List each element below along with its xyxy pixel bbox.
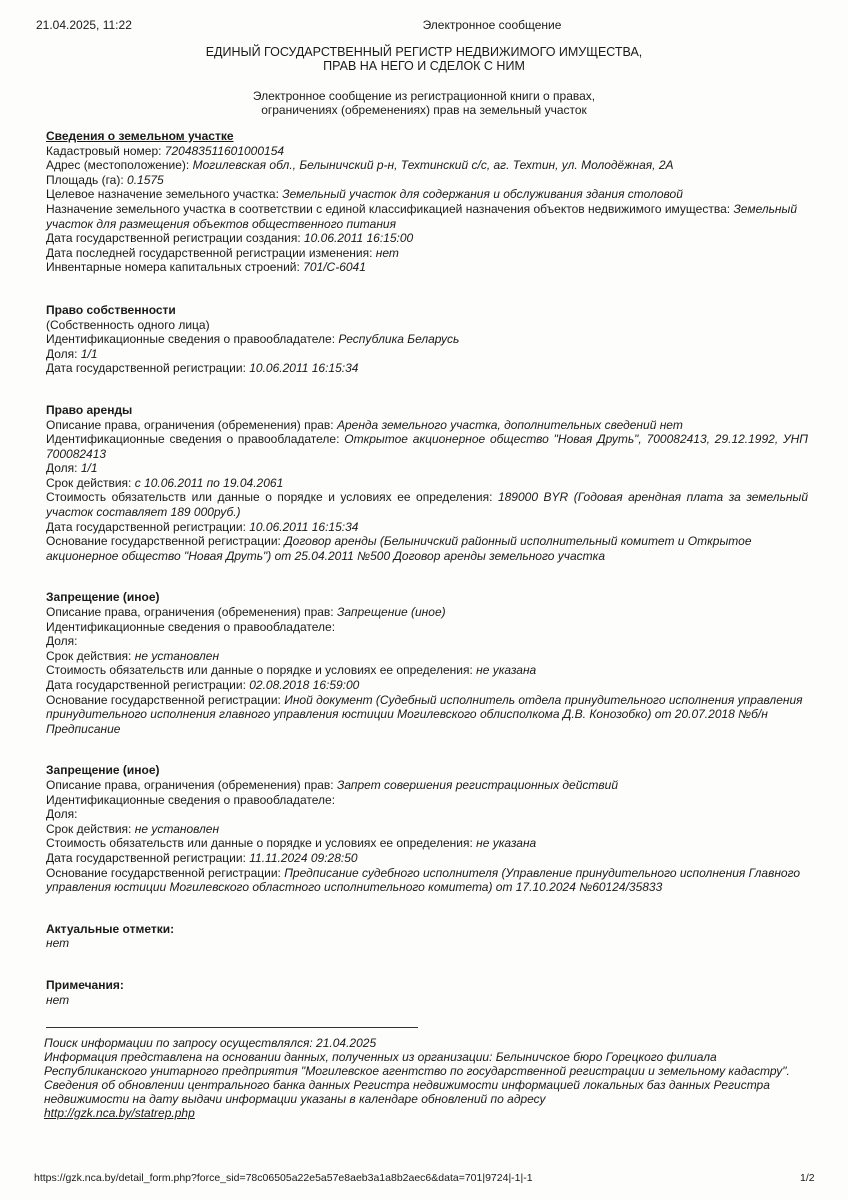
print-doc-type: Электронное сообщение (422, 18, 562, 32)
prohibition-1-desc-value: Запрещение (иное) (336, 605, 446, 620)
footer-update: Сведения об обновлении центрального банка данных Регистра недвижимости информацией локальных баз данных Регистра недвижимости на дату выдачи информации указаны в календаре обновлений по адресу (44, 1078, 770, 1106)
lease-holder-value: Открытое акционерное общество "Новая Друть", 700082413, 29.12.1992, УНП 700082413 (46, 432, 808, 461)
lease-basis-value: Договор аренды (Белыничский районный исполнительный комитет и Открытое акционерное общество "Новая Друть") от 25.04.2011 №500 Договор аренды земельного участка (46, 534, 752, 563)
message-subtitle (0, 89, 848, 117)
notes-section (46, 978, 808, 1007)
lease-date-row (46, 520, 808, 535)
lease-holder-row (46, 432, 808, 461)
land-plot-heading: Сведения о земельном участке (46, 129, 234, 143)
purpose-label: Целевое назначение земельного участка: (46, 187, 279, 202)
prohibition-1-basis-value: Иной документ (Судебный исполнитель отдела принудительного исполнения управления принудительного исполнения главного управления юстиции Могилевского облисполкома Д.В. Конозобко) от 20.07.2018 №б/н Предписание (46, 692, 803, 736)
lease-term-value: с 10.06.2011 по 19.04.2061 (134, 475, 284, 490)
prohibition-2-term-value: не установлен (134, 821, 220, 836)
creation-date-label: Дата государственной регистрации создания: (46, 231, 301, 246)
prohibition-1-basis-row (46, 693, 808, 737)
cadastral-number-label: Кадастровый номер: (46, 143, 162, 158)
ownership-share-value: 1/1 (80, 346, 98, 361)
prohibition-1-desc-label: Описание права, ограничения (обременения) прав: (46, 605, 334, 620)
land-plot-section (46, 129, 808, 275)
area-value: 0.1575 (127, 172, 164, 187)
footer-divider (46, 1027, 418, 1028)
prohibition-2-desc-row (46, 778, 808, 793)
prohibition-section-2 (46, 763, 808, 894)
page-number: 1/2 (800, 1172, 815, 1184)
inventory-row (46, 260, 808, 275)
prohibition-1-date-label: Дата государственной регистрации: (46, 678, 246, 692)
purpose-value: Земельный участок для содержания и обслуживания здания столовой (282, 187, 683, 202)
ownership-heading: Право собственности (46, 302, 176, 317)
prohibition-section-1 (46, 590, 808, 736)
prohibition-1-desc-row (46, 605, 808, 620)
cadastral-number-value: 720483511601000154 (164, 143, 285, 158)
prohibition-1-term-row (46, 649, 808, 664)
prohibition-2-term-row (46, 822, 808, 837)
lease-share-value: 1/1 (80, 461, 98, 476)
notes-value: нет (46, 992, 70, 1007)
ownership-holder-value: Республика Беларусь (338, 332, 460, 347)
lease-date-value: 10.06.2011 16:15:34 (249, 519, 359, 534)
page-url: https://gzk.nca.by/detail_form.php?force_sid=78c06505a22e5a57e8aeb3a1a8b2aec6&data=701|9724|-1|-1 (34, 1172, 533, 1184)
area-row (46, 173, 808, 188)
prohibition-2-heading: Запрещение (иное) (46, 763, 160, 778)
current-marks-section (46, 922, 808, 951)
notes-heading: Примечания: (46, 977, 124, 992)
print-datetime: 21.04.2025, 11:22 (36, 18, 132, 32)
ownership-kind: (Собственность одного лица) (46, 317, 210, 332)
prohibition-1-cost-value: не указана (476, 663, 537, 678)
lease-basis-row (46, 534, 808, 563)
message-subtitle-line2: ограничениях (обременениях) прав на земельный участок (261, 103, 587, 117)
cadastral-number-row (46, 144, 808, 159)
lease-share-row (46, 461, 808, 476)
lease-cost-value: 189000 BYR (Годовая арендная плата за земельный участок составляет 189 000руб.) (46, 490, 808, 520)
creation-date-row (46, 231, 808, 246)
change-date-value: нет (375, 245, 399, 260)
area-label: Площадь (га): (46, 172, 124, 187)
prohibition-2-basis-row (46, 866, 808, 895)
lease-desc-row (46, 418, 808, 433)
prohibition-2-date-label: Дата государственной регистрации: (46, 850, 246, 865)
classification-row (46, 202, 808, 231)
footer-source: Информация представлена на основании данных, полученных из организации: Белыничское бюро Горецкого филиала Республиканского унитарного предприятия "Могилевское агентство по государственной регистрации и земельному кадастру". (44, 1050, 790, 1078)
current-marks-value: нет (46, 936, 70, 951)
lease-heading: Право аренды (46, 402, 133, 417)
ownership-holder-row (46, 332, 808, 347)
prohibition-2-cost-row (46, 836, 808, 851)
lease-cost-row (46, 490, 808, 519)
prohibition-1-date-row (46, 678, 808, 693)
lease-holder-label: Идентификационные сведения о правообладателе: (46, 432, 340, 447)
prohibition-2-cost-label: Стоимость обязательств или данные о порядке и условиях ее определения: (46, 836, 473, 851)
address-value: Могилевская обл., Белыничский р-н, Техтинский с/с, аг. Техтин, ул. Молодёжная, 2А (192, 158, 674, 173)
inventory-label: Инвентарные номера капитальных строений: (46, 260, 300, 275)
ownership-share-row (46, 347, 808, 362)
document-body (46, 129, 808, 1007)
prohibition-1-cost-row (46, 663, 808, 678)
ownership-share-label: Доля: (46, 346, 78, 361)
prohibition-1-term-label: Срок действия: (46, 648, 132, 663)
register-title-line1: ЕДИНЫЙ ГОСУДАРСТВЕННЫЙ РЕГИСТР НЕДВИЖИМОГО ИМУЩЕСТВА, (205, 45, 643, 59)
prohibition-2-basis-value: Предписание судебного исполнителя (Управление принудительного исполнения Главного управления юстиции Могилевского областного исполнительного комитета) от 17.10.2024 №60124/35833 (46, 865, 801, 895)
lease-share-label: Доля: (46, 461, 78, 476)
register-title (0, 45, 848, 73)
classification-value: Земельный участок для размещения объектов общественного питания (46, 201, 798, 231)
lease-desc-label: Описание права, ограничения (обременения) прав: (46, 417, 334, 432)
inventory-value: 701/С-6041 (303, 260, 366, 275)
change-date-label: Дата последней государственной регистрации изменения: (46, 245, 373, 260)
lease-date-label: Дата государственной регистрации: (46, 519, 246, 534)
prohibition-1-cost-label: Стоимость обязательств или данные о порядке и условиях ее определения: (46, 663, 473, 678)
register-title-line2: ПРАВ НА НЕГО И СДЕЛОК С НИМ (323, 59, 525, 73)
prohibition-2-term-label: Срок действия: (46, 821, 132, 836)
lease-cost-label: Стоимость обязательств или данные о порядке и условиях ее определения: (46, 490, 493, 505)
address-row (46, 158, 808, 173)
prohibition-1-holder-label: Идентификационные сведения о правообладателе: (46, 619, 336, 634)
prohibition-2-desc-value: Запрет совершения регистрационных действий (336, 777, 619, 792)
footer-notes (44, 1036, 794, 1120)
statrep-link[interactable]: http://gzk.nca.by/statrep.php (44, 1106, 195, 1120)
lease-term-label: Срок действия: (46, 475, 132, 490)
prohibition-2-cost-value: не указана (476, 836, 537, 851)
prohibition-2-holder-label: Идентификационные сведения о правообладателе: (46, 792, 336, 807)
message-subtitle-line1: Электронное сообщение из регистрационной книги о правах, (252, 89, 596, 103)
prohibition-2-date-row (46, 851, 808, 866)
ownership-section (46, 303, 808, 376)
ownership-date-label: Дата государственной регистрации: (46, 361, 246, 376)
lease-desc-value: Аренда земельного участка, дополнительных сведений нет (336, 417, 683, 432)
prohibition-1-basis-label: Основание государственной регистрации: (46, 692, 281, 707)
prohibition-1-share-label: Доля: (46, 634, 78, 649)
lease-term-row (46, 476, 808, 491)
prohibition-2-desc-label: Описание права, ограничения (обременения) прав: (46, 777, 334, 792)
change-date-row (46, 246, 808, 261)
creation-date-value: 10.06.2011 16:15:00 (304, 231, 414, 246)
address-label: Адрес (местоположение): (46, 158, 190, 173)
lease-basis-label: Основание государственной регистрации: (46, 534, 281, 549)
prohibition-2-basis-label: Основание государственной регистрации: (46, 865, 281, 880)
lease-section (46, 403, 808, 564)
ownership-holder-label: Идентификационные сведения о правообладателе: (46, 332, 336, 347)
prohibition-2-share-label: Доля: (46, 807, 78, 822)
prohibition-1-heading: Запрещение (иное) (46, 590, 160, 605)
prohibition-1-date-value: 02.08.2018 16:59:00 (249, 678, 360, 692)
ownership-date-row (46, 361, 808, 376)
current-marks-heading: Актуальные отметки: (46, 921, 175, 936)
purpose-row (46, 187, 808, 202)
prohibition-2-date-value: 11.11.2024 09:28:50 (249, 850, 358, 865)
footer-search-date: Поиск информации по запросу осуществлялся: 21.04.2025 (44, 1036, 377, 1050)
ownership-date-value: 10.06.2011 16:15:34 (249, 361, 359, 376)
prohibition-1-term-value: не установлен (134, 648, 220, 663)
classification-label: Назначение земельного участка в соответствии с единой классификацией назначения объектов недвижимого имущества: (46, 201, 731, 216)
